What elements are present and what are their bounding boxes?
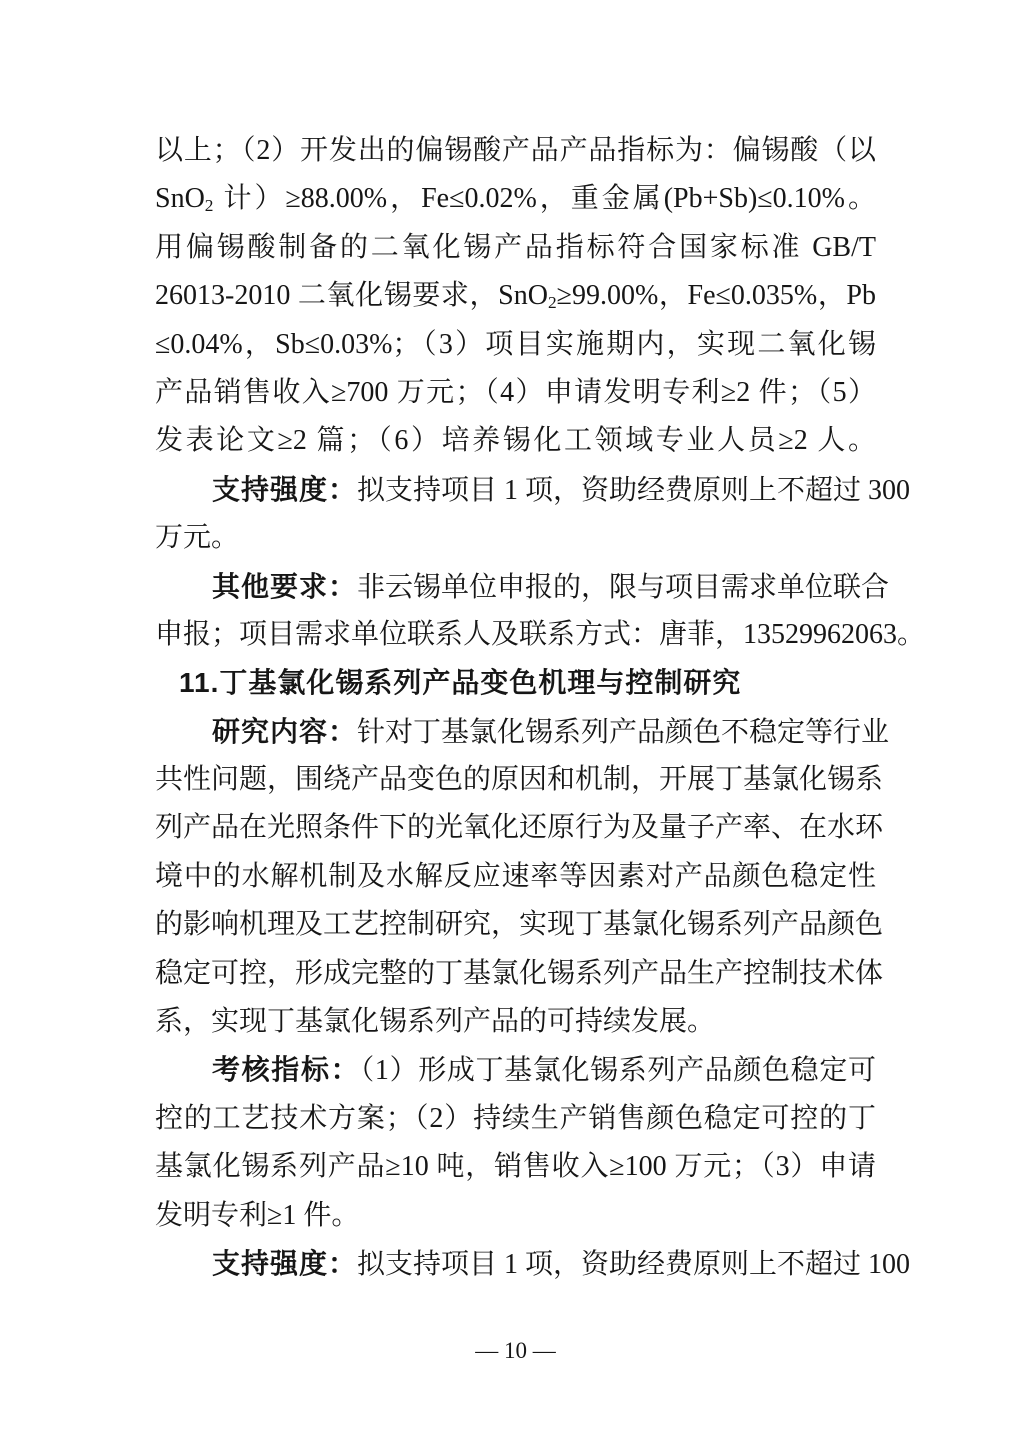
text-line (155, 1095, 876, 1143)
text-run: ≤0.04%，Sb≤0.03%；（3）项目实施期内，实现二氧化锡 (155, 328, 876, 360)
text-line (155, 466, 911, 514)
subscript-run: 2 (547, 292, 557, 312)
text-line (155, 1240, 911, 1288)
text-line (155, 998, 876, 1046)
text-line (155, 272, 876, 320)
text-run: 用偏锡酸制备的二氧化锡产品指标符合国家标准 GB/T (155, 231, 876, 263)
text-line (155, 417, 876, 465)
text-line (155, 1143, 876, 1191)
text-run: 以上；（2）开发出的偏锡酸产品产品指标为：偏锡酸（以 (155, 135, 876, 166)
text-line (155, 901, 884, 949)
text-line (155, 611, 926, 659)
text-line (155, 659, 876, 707)
text-run: 系，实现丁基氯化锡系列产品的可持续发展。 (155, 1006, 716, 1038)
text-run: 26013-2010 二氧化锡要求，SnO (155, 280, 548, 312)
text-run: 申报；项目需求单位联系人及联系方式：唐菲，13529962063。 (155, 618, 926, 650)
text-run: 列产品在光照条件下的光氧化还原行为及量子产率、在水环 (155, 812, 884, 844)
text-run: 非云锡单位申报的，限与项目需求单位联合 (357, 571, 890, 603)
bold-lead-run: 考核指标： (212, 1054, 361, 1086)
text-run: 拟支持项目 1 项，资助经费原则上不超过 300 (357, 474, 911, 506)
text-run: 拟支持项目 1 项，资助经费原则上不超过 100 (357, 1248, 911, 1280)
text-run: 产品销售收入≥700 万元；（4）申请发明专利≥2 件；（5） (155, 376, 876, 408)
bold-lead-run: 其他要求： (212, 570, 358, 602)
bold-lead-run: 支持强度： (212, 473, 358, 505)
text-run: SnO (155, 183, 205, 215)
text-run: 的影响机理及工艺控制研究，实现丁基氯化锡系列产品颜色 (155, 909, 884, 941)
text-run: 发明专利≥1 件。 (155, 1199, 360, 1231)
text-line (155, 1192, 876, 1240)
text-run: 基氯化锡系列产品≥10 吨，销售收入≥100 万元；（3）申请 (155, 1151, 876, 1183)
document-body (155, 127, 926, 1288)
bold-lead-run: 支持强度： (212, 1247, 358, 1279)
text-line (155, 950, 884, 998)
text-run: 针对丁基氯化锡系列产品颜色不稳定等行业 (357, 716, 890, 748)
text-run: 计）≥88.00%，Fe≤0.02%，重金属(Pb+Sb)≤0.10%。 (213, 183, 876, 215)
text-line (155, 804, 884, 852)
text-run: （1）形成丁基氯化锡系列产品颜色稳定可 (360, 1055, 876, 1087)
text-line (155, 708, 890, 756)
text-line (155, 224, 876, 272)
text-line (155, 1046, 876, 1094)
text-line (155, 127, 876, 175)
text-line (155, 369, 876, 417)
page-number: — 10 — (475, 1338, 556, 1363)
text-run: 发表论文≥2 篇；（6）培养锡化工领域专业人员≥2 人。 (155, 425, 876, 457)
text-line (155, 321, 876, 369)
text-line (155, 563, 890, 611)
text-run: 稳定可控，形成完整的丁基氯化锡系列产品生产控制技术体 (155, 957, 884, 989)
text-run: ≥99.00%，Fe≤0.035%，Pb (556, 280, 876, 312)
text-line (155, 514, 876, 562)
text-line (155, 853, 876, 901)
bold-lead-run: 11.丁基氯化锡系列产品变色机理与控制研究 (179, 667, 742, 699)
text-line (155, 175, 876, 223)
subscript-run: 2 (204, 196, 214, 216)
text-run: 境中的水解机制及水解反应速率等因素对产品颜色稳定性 (155, 860, 876, 892)
text-run: 共性问题，围绕产品变色的原因和机制，开展丁基氯化锡系 (155, 764, 884, 796)
text-run: 万元。 (155, 522, 240, 554)
bold-lead-run: 研究内容： (212, 715, 358, 747)
text-run: 控的工艺技术方案；（2）持续生产销售颜色稳定可控的丁 (155, 1102, 876, 1134)
text-line (155, 756, 884, 804)
